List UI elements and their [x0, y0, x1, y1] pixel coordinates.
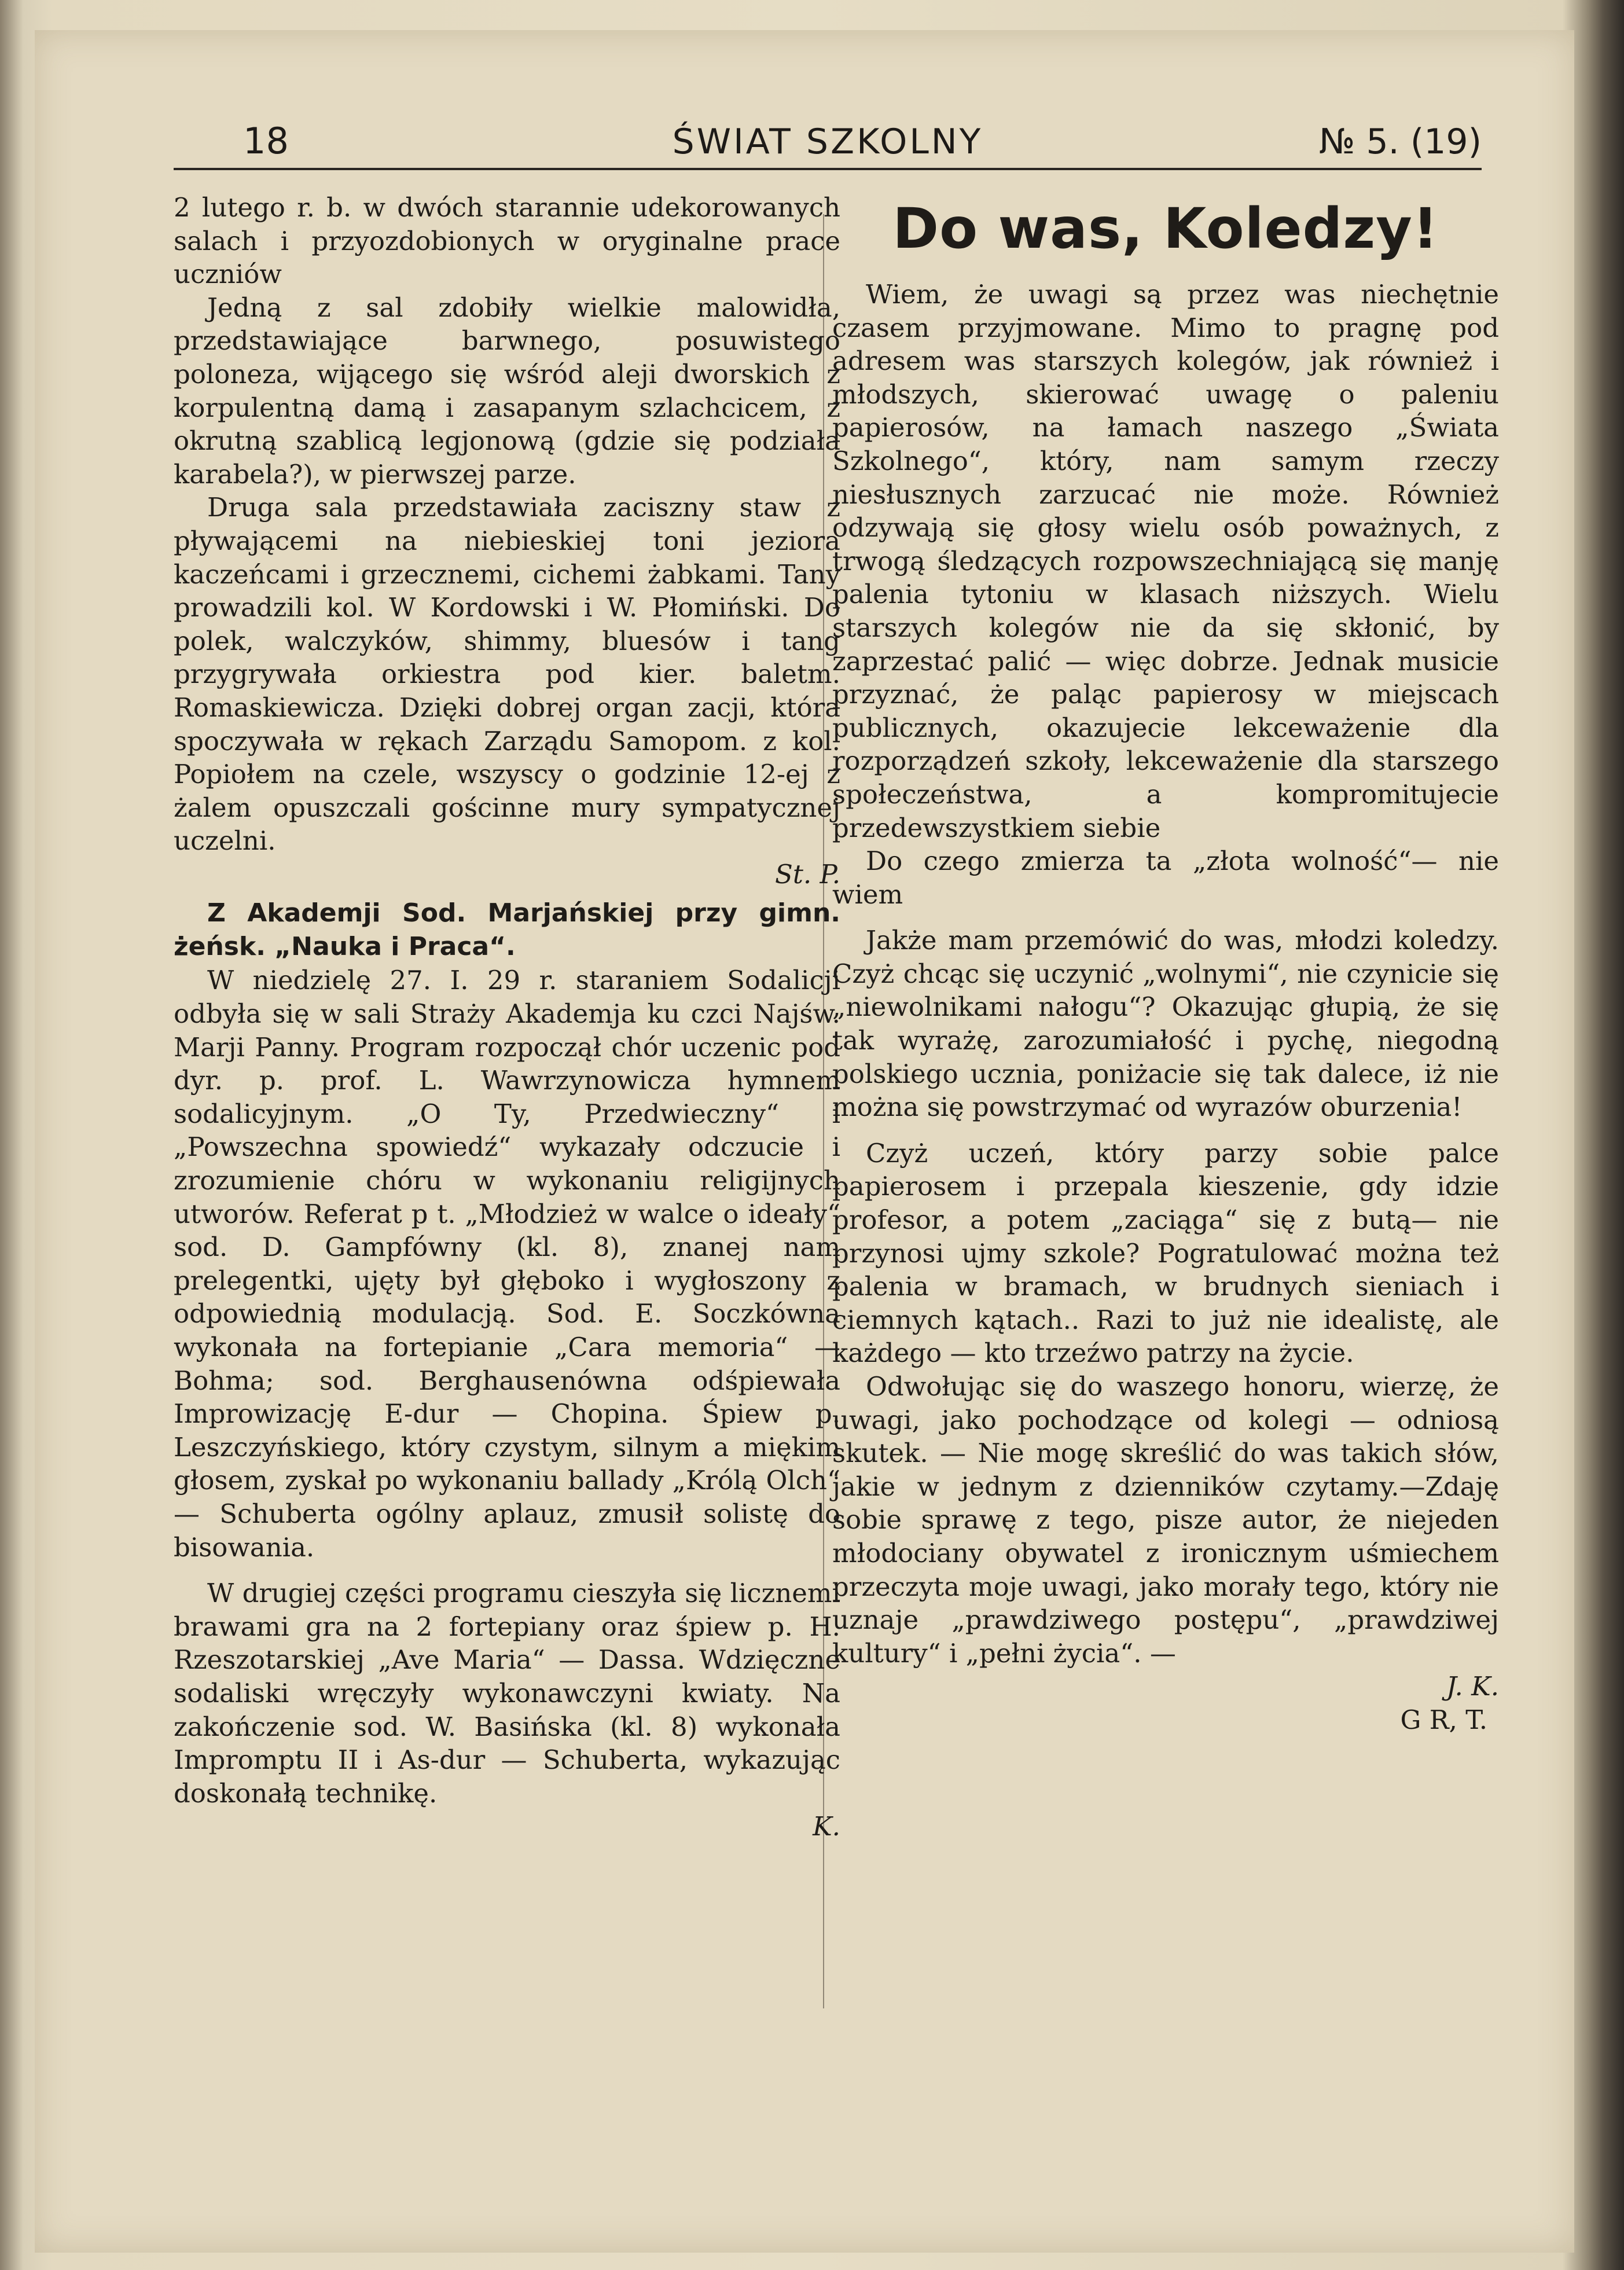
page-header [174, 104, 1482, 170]
section-heading: Z Akademji Sod. Marjańskiej przy gimn. żeńsk. „Nauka i Praca“. [174, 898, 840, 962]
signature: St. P. [775, 858, 840, 890]
paragraph: Jakże mam przemówić do was, młodzi koledzy. Czyż chcąc się uczynić „wolnymi“, nie czynicie się „niewolnikami nałogu“? Okazując głupią, że się tak wyrażę, zarozumiałość i pychę, niegodną polskiego ucznia, poniżacie się tak dalece, iż nie można się powstrzymać od wyrazów oburzenia! [832, 925, 1499, 1123]
signature: K. [813, 1811, 840, 1842]
paragraph: Jedną z sal zdobiły wielkie malowidła, przedstawiające barwnego, posuwistego poloneza, wijącego się wśród aleji dworskich z korpulentną damą i zasapanym szlachcicem, z okrutną szablicą legjonową (gdzie się podziała karabela?), w pierwszej parze. [174, 292, 840, 490]
paragraph: Czyż uczeń, który parzy sobie palce papierosem i przepala kieszenie, gdy idzie profesor, a potem „zaciąga“ się z butą— nie przynosi ujmy szkole? Pogratulować można też palenia w bramach, w brudnych sieniach i ciemnych kątach.. Razi to już nie idealistę, ale każdego — kto trzeźwo patrzy na życie. [832, 1137, 1499, 1369]
right-column [832, 191, 1499, 1737]
paragraph: Do czego zmierza ta „złota wolność“— nie wiem [832, 846, 1499, 910]
signature: J. K. [1446, 1671, 1499, 1702]
left-column [174, 191, 840, 1843]
paragraph: 2 lutego r. b. w dwóch starannie udekorowanych salach i przyozdobionych w oryginalne prace uczniów [174, 192, 840, 290]
page-number: 18 [243, 120, 289, 162]
issue-number: № 5. (19) [1319, 122, 1482, 162]
article-heading: Do was, Koledzy! [892, 196, 1439, 261]
paragraph: W niedzielę 27. I. 29 r. staraniem Sodalicji odbyła się w sali Straży Akademja ku czci Najśw. Marji Panny. Program rozpoczął chór uczenic pod dyr. p. prof. L. Wawrzynowicza hymnem sodalicyjnym. „O Ty, Przedwieczny“ i „Powszechna spowiedź“ wykazały odczucie i zrozumienie chóru w wykonaniu religijnych utworów. Referat p t. „Młodzież w walce o ideały“ sod. D. Gampfówny (kl. 8), znanej nam prelegentki, ujęty był głęboko i wygłoszony z odpowiednią modulacją. Sod. E. Soczkówna wykonała na fortepianie „Cara memoria“ — Bohma; sod. Berghausenówna odśpiewała Improwizację E-dur — Chopina. Śpiew p. Leszczyńskiego, który czystym, silnym a miękim głosem, zyskał po wykonaniu ballady „Królą Olch“ — Schuberta ogólny aplauz, zmusił solistę do bisowania. [174, 965, 840, 1563]
paragraph: Odwołując się do waszego honoru, wierzę, że uwagi, jako pochodzące od kolegi — odniosą skutek. — Nie mogę skreślić do was takich słów, jakie w jednym z dzienników czytamy.—Zdaję sobie sprawę z tego, pisze autor, że niejeden młodociany obywatel z ironicznym uśmiechem przeczyta moje uwagi, jako morały tego, który nie uznaje „prawdziwego postępu“, „prawdziwej kultury“ i „pełni życia“. — [832, 1371, 1499, 1669]
paragraph: W drugiej części programu cieszyła się licznemi brawami gra na 2 fortepiany oraz śpiew p. H. Rzeszotarskiej „Ave Maria“ — Dassa. Wdzięczne sodaliski wręczyły wykonawczyni kwiaty. Na zakończenie sod. W. Basińska (kl. 8) wykonała Impromptu II i As-dur — Schuberta, wykazując doskonałą technikę. [174, 1578, 840, 1809]
signature-initials: G R, T. [1400, 1704, 1487, 1735]
paragraph: Wiem, że uwagi są przez was niechętnie czasem przyjmowane. Mimo to pragnę pod adresem was starszych kolegów, jak również i młodszych, skierować uwagę o paleniu papierosów, na łamach naszego „Świata Szkolnego“, który, nam samym rzeczy niesłusznych zarzucać nie może. Również odzywają się głosy wielu osób poważnych, z trwogą śledzących rozpowszechniającą się manję palenia tytoniu w klasach niższych. Wielu starszych kolegów nie da się skłonić, by zaprzestać palić — więc dobrze. Jednak musicie przyznać, że paląc papierosy w miejscach publicznych, okazujecie lekceważenie dla rozporządzeń szkoły, lekceważenie dla starszego społeczeństwa, a kompromitujecie przedewszystkiem siebie [832, 279, 1499, 843]
paragraph: Druga sala przedstawiała zaciszny staw z pływającemi na niebieskiej toni jeziora kaczeńcami i grzecznemi, cichemi żabkami. Tany prowadzili kol. W Kordowski i W. Płomiński. Do polek, walczyków, shimmy, bluesów i tang przygrywała orkiestra pod kier. baletm. Romaskiewicza. Dzięki dobrej organ zacji, która spoczywała w rękach Zarządu Samopom. z kol. Popiołem na czele, wszyscy o godzinie 12-ej z żalem opuszczali gościnne mury sympatycznej uczelni. [174, 492, 840, 857]
publication-title: ŚWIAT SZKOLNY [672, 122, 983, 162]
